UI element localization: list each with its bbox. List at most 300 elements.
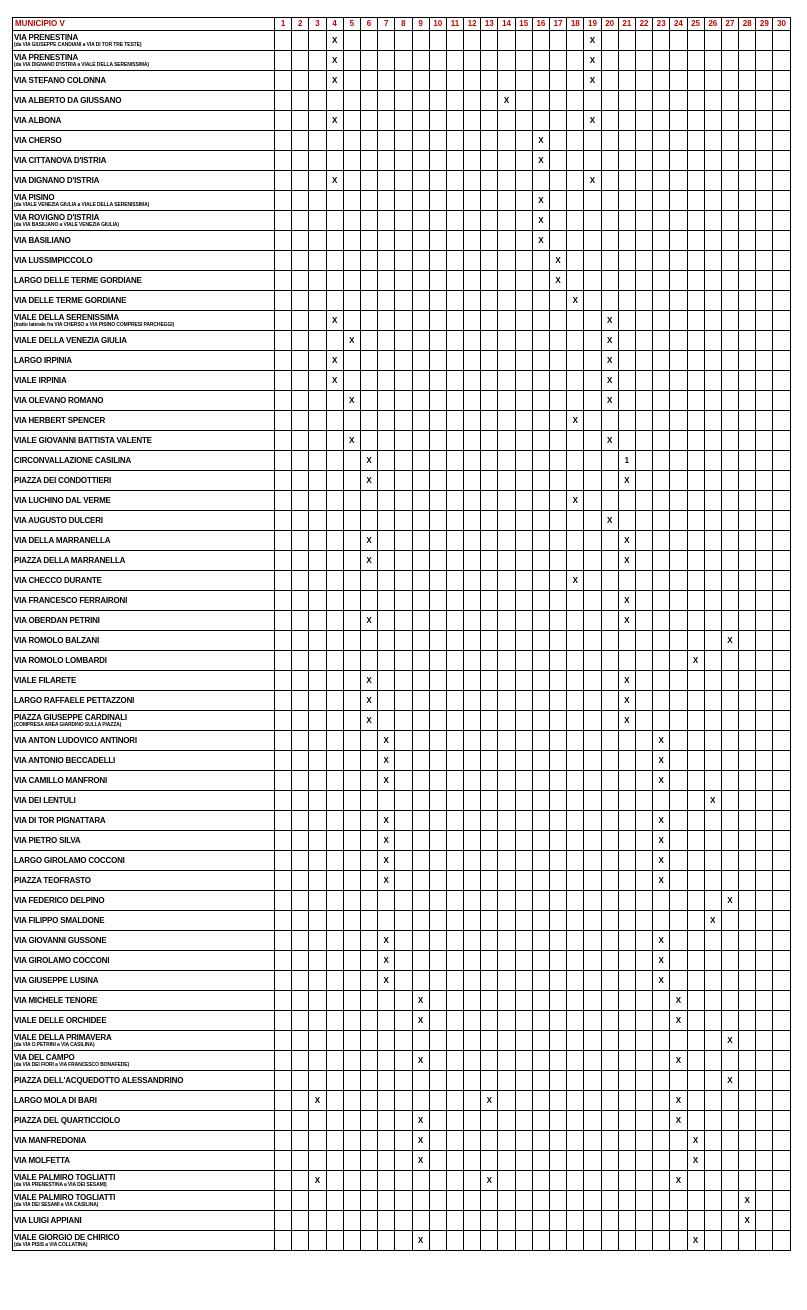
street-row [13,671,791,691]
day-cell [498,971,515,991]
day-cell [292,71,309,91]
day-cell [395,211,412,231]
day-cell [412,871,429,891]
street-name: VIA ANTON LUDOVICO ANTINORI [14,736,137,745]
day-cell [429,1091,446,1111]
day-cell [275,131,292,151]
day-cell [498,411,515,431]
day-cell [670,251,687,271]
day-cell [275,1091,292,1111]
street-row [13,1211,791,1231]
day-cell [601,1091,618,1111]
day-header: 7 [378,18,395,31]
day-cell [567,351,584,371]
day-cell [756,371,773,391]
day-cell [378,911,395,931]
day-cell [618,1231,635,1251]
day-cell [756,331,773,351]
day-cell [601,811,618,831]
day-cell [550,151,567,171]
day-cell [498,1031,515,1051]
day-cell [412,791,429,811]
day-cell [360,1231,377,1251]
day-cell [412,571,429,591]
day-cell [429,1051,446,1071]
day-header: 10 [429,18,446,31]
day-cell [567,191,584,211]
street-cell [13,1031,275,1051]
cleaning-mark: X [567,411,584,431]
day-cell [515,271,532,291]
day-cell [429,491,446,511]
day-cell [532,471,549,491]
day-cell [309,51,326,71]
day-cell [378,31,395,51]
day-cell [601,1191,618,1211]
day-cell [343,451,360,471]
day-cell [532,491,549,511]
day-cell [464,871,481,891]
day-cell [739,671,756,691]
day-cell [670,951,687,971]
day-cell [343,471,360,491]
day-cell [481,1151,498,1171]
day-cell [292,491,309,511]
cleaning-mark: X [360,531,377,551]
day-cell [773,451,790,471]
day-cell [395,71,412,91]
day-cell [739,771,756,791]
day-cell [309,1051,326,1071]
day-cell [429,1191,446,1211]
day-cell [773,911,790,931]
cleaning-mark: X [670,991,687,1011]
day-cell [292,971,309,991]
day-cell [326,151,343,171]
day-cell [446,771,463,791]
day-cell [275,511,292,531]
day-cell [756,291,773,311]
day-cell [498,31,515,51]
street-name: VIA CHECCO DURANTE [14,576,102,585]
street-name: VIALE PALMIRO TOGLIATTI [14,1193,116,1202]
day-cell [498,591,515,611]
day-cell [446,1031,463,1051]
day-cell [326,551,343,571]
cleaning-mark: X [653,971,670,991]
day-cell [498,371,515,391]
day-cell [756,111,773,131]
day-cell [326,991,343,1011]
day-cell [773,171,790,191]
day-cell [532,271,549,291]
street-row [13,151,791,171]
day-cell [515,371,532,391]
day-cell [532,951,549,971]
day-cell [704,71,721,91]
day-cell [756,811,773,831]
street-cell [13,751,275,771]
day-cell [498,111,515,131]
street-name: VIA LUIGI APPIANI [14,1216,82,1225]
cleaning-mark: X [601,331,618,351]
day-cell [687,1071,704,1091]
day-cell [584,1191,601,1211]
day-cell [756,571,773,591]
day-cell [429,711,446,731]
day-cell [773,431,790,451]
street-row [13,351,791,371]
day-cell [601,751,618,771]
day-cell [550,371,567,391]
day-cell [360,271,377,291]
day-cell [429,1231,446,1251]
day-cell [653,671,670,691]
day-cell [756,1211,773,1231]
day-cell [378,271,395,291]
street-cell [13,571,275,591]
day-cell [343,991,360,1011]
day-cell [309,1151,326,1171]
day-cell [653,1171,670,1191]
day-cell [687,771,704,791]
day-cell [704,891,721,911]
day-cell [429,631,446,651]
day-cell [739,491,756,511]
cleaning-mark: X [670,1171,687,1191]
cleaning-mark: X [326,51,343,71]
day-cell [550,1031,567,1051]
day-cell [670,31,687,51]
day-cell [481,351,498,371]
street-name: VIA ANTONIO BECCADELLI [14,756,116,765]
day-cell [464,1231,481,1251]
street-row [13,451,791,471]
day-cell [739,1131,756,1151]
day-cell [446,31,463,51]
cleaning-mark: 1 [618,451,635,471]
day-cell [498,1171,515,1191]
day-cell [618,1051,635,1071]
cleaning-mark: X [601,311,618,331]
day-cell [292,431,309,451]
day-cell [429,651,446,671]
day-cell [464,1131,481,1151]
day-cell [567,1191,584,1211]
day-cell [532,1231,549,1251]
day-cell [653,1111,670,1131]
street-name: VIALE GIOVANNI BATTISTA VALENTE [14,436,152,445]
day-cell [498,51,515,71]
day-cell [635,91,652,111]
day-cell [446,1151,463,1171]
day-cell [292,791,309,811]
day-cell [360,1051,377,1071]
day-cell [481,451,498,471]
cleaning-mark: X [601,391,618,411]
day-cell [670,331,687,351]
day-cell [601,971,618,991]
day-cell [360,911,377,931]
day-cell [446,391,463,411]
day-cell [498,911,515,931]
day-cell [773,811,790,831]
day-cell [584,851,601,871]
day-cell [360,651,377,671]
day-cell [532,931,549,951]
day-cell [395,831,412,851]
day-cell [739,191,756,211]
street-segment: (COMPRESA AREA GIARDINO SULLA PIAZZA) [14,722,122,728]
day-cell [515,751,532,771]
day-cell [378,611,395,631]
day-cell [309,791,326,811]
day-cell [446,131,463,151]
day-cell [378,1171,395,1191]
street-segment: (da VIA DIGNANO D'ISTRIA a VIALE DELLA SERENISSIMA) [14,62,149,68]
day-cell [704,271,721,291]
day-cell [567,431,584,451]
day-cell [481,671,498,691]
day-cell [721,111,738,131]
day-cell [739,291,756,311]
day-cell [412,631,429,651]
day-cell [721,491,738,511]
day-cell [515,771,532,791]
day-cell [687,631,704,651]
day-cell [704,171,721,191]
day-cell [481,931,498,951]
day-cell [292,271,309,291]
street-row [13,611,791,631]
day-cell [721,851,738,871]
day-cell [773,551,790,571]
day-cell [773,71,790,91]
cleaning-mark: X [412,1231,429,1251]
day-cell [773,151,790,171]
day-cell [687,431,704,451]
day-cell [292,251,309,271]
street-name: LARGO RAFFAELE PETTAZZONI [14,696,135,705]
day-cell [412,611,429,631]
cleaning-mark: X [653,851,670,871]
day-cell [550,1151,567,1171]
day-cell [653,211,670,231]
day-cell [446,1231,463,1251]
day-cell [446,351,463,371]
street-row [13,1011,791,1031]
day-cell [464,911,481,931]
street-name: PIAZZA DEI CONDOTTIERI [14,476,112,485]
day-cell [704,1211,721,1231]
day-cell [275,1151,292,1171]
day-header: 15 [515,18,532,31]
day-cell [429,151,446,171]
day-cell [670,1151,687,1171]
day-cell [550,951,567,971]
street-name: VIALE DELLA SERENISSIMA [14,313,119,322]
day-cell [481,791,498,811]
day-cell [601,291,618,311]
day-cell [567,931,584,951]
day-cell [309,771,326,791]
day-cell [378,1091,395,1111]
day-cell [309,511,326,531]
day-cell [515,471,532,491]
day-cell [739,551,756,571]
day-header: 18 [567,18,584,31]
day-cell [292,1031,309,1051]
day-cell [704,1191,721,1211]
day-cell [412,311,429,331]
day-cell [532,1211,549,1231]
day-cell [584,391,601,411]
day-header: 4 [326,18,343,31]
day-cell [498,711,515,731]
day-cell [515,671,532,691]
day-cell [739,1171,756,1191]
day-cell [464,1091,481,1111]
day-cell [550,351,567,371]
day-cell [721,451,738,471]
day-cell [739,751,756,771]
day-cell [739,831,756,851]
day-cell [464,431,481,451]
day-cell [721,271,738,291]
day-cell [756,431,773,451]
day-cell [292,1211,309,1231]
cleaning-mark: X [584,111,601,131]
street-cell [13,291,275,311]
day-cell [446,251,463,271]
day-cell [756,1231,773,1251]
day-cell [584,671,601,691]
day-cell [635,171,652,191]
day-cell [721,1231,738,1251]
day-cell [618,171,635,191]
street-cell [13,871,275,891]
day-cell [532,431,549,451]
day-cell [360,51,377,71]
day-cell [704,231,721,251]
day-cell [446,1191,463,1211]
day-cell [687,251,704,271]
day-cell [550,211,567,231]
day-cell [292,571,309,591]
day-cell [670,911,687,931]
day-cell [326,571,343,591]
day-cell [515,911,532,931]
day-cell [532,731,549,751]
day-cell [360,1171,377,1191]
day-cell [429,891,446,911]
day-cell [309,411,326,431]
day-cell [773,891,790,911]
day-cell [687,1111,704,1131]
day-cell [309,1011,326,1031]
day-cell [704,1071,721,1091]
day-cell [653,251,670,271]
day-cell [429,1171,446,1191]
day-cell [704,1091,721,1111]
day-cell [670,231,687,251]
day-cell [704,951,721,971]
day-cell [601,471,618,491]
day-cell [635,911,652,931]
day-cell [326,631,343,651]
day-cell [446,51,463,71]
schedule-body [13,31,791,1251]
day-header: 23 [653,18,670,31]
day-cell [635,1171,652,1191]
day-cell [773,1151,790,1171]
day-cell [515,991,532,1011]
day-cell [395,511,412,531]
day-cell [687,991,704,1011]
day-cell [635,411,652,431]
day-cell [721,951,738,971]
day-cell [618,931,635,951]
street-segment: (da VIA BASILIANO a VIALE VENEZIA GIULIA) [14,222,119,228]
day-cell [343,771,360,791]
day-cell [343,751,360,771]
municipio-title: MUNICIPIO V [13,18,275,31]
day-cell [343,951,360,971]
day-cell [687,731,704,751]
day-cell [481,391,498,411]
day-cell [429,851,446,871]
day-cell [773,351,790,371]
day-cell [515,31,532,51]
day-cell [498,611,515,631]
day-cell [567,251,584,271]
day-cell [275,1071,292,1091]
day-cell [326,811,343,831]
day-cell [670,931,687,951]
street-name: LARGO MOLA DI BARI [14,1096,97,1105]
day-cell [429,1011,446,1031]
day-cell [481,651,498,671]
day-cell [378,71,395,91]
day-cell [464,731,481,751]
day-cell [635,271,652,291]
day-cell [498,691,515,711]
day-cell [498,851,515,871]
day-cell [395,751,412,771]
day-cell [360,431,377,451]
day-cell [773,511,790,531]
day-cell [584,1111,601,1131]
day-cell [756,191,773,211]
day-cell [635,511,652,531]
cleaning-mark: X [653,731,670,751]
day-cell [343,1051,360,1071]
day-cell [481,1231,498,1251]
day-cell [704,711,721,731]
day-cell [635,31,652,51]
day-cell [515,831,532,851]
day-cell [618,151,635,171]
day-cell [773,791,790,811]
day-cell [773,391,790,411]
day-cell [721,411,738,431]
day-cell [378,791,395,811]
day-cell [395,151,412,171]
day-cell [446,1091,463,1111]
day-cell [481,51,498,71]
day-cell [618,91,635,111]
day-cell [773,991,790,1011]
